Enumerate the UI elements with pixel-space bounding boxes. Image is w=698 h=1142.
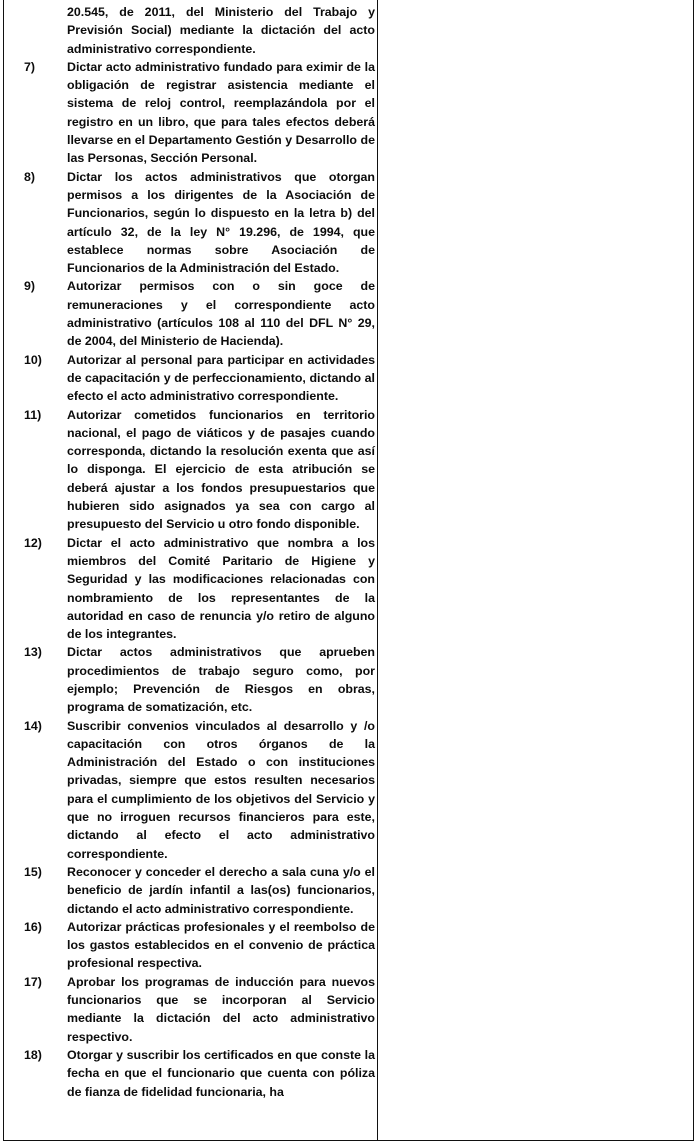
list-item <box>20 534 375 644</box>
item-text: Reconocer y conceder el derecho a sala cuna y/o el beneficio de jardín infantil a las(os) funcionarios, dictando el acto administrativo correspondiente. <box>67 864 375 916</box>
list-item <box>20 406 375 534</box>
item-number: 15) <box>24 864 42 879</box>
item-text: Otorgar y suscribir los certificados en que conste la fecha en que el funcionario que cuenta con póliza de fianza de fidelidad funcionaria, ha <box>67 1047 375 1099</box>
item-number: 16) <box>24 919 42 934</box>
item-text: Autorizar permisos con o sin goce de remuneraciones y el correspondiente acto administrativo (artículos 108 al 110 del DFL N° 29, de 2004, del Ministerio de Hacienda). <box>67 279 375 349</box>
left-column <box>20 3 375 1101</box>
item-number: 12) <box>24 535 42 550</box>
item-number: 17) <box>24 974 42 989</box>
list-item <box>20 277 375 350</box>
right-column-empty <box>380 0 692 1142</box>
list-item <box>20 643 375 716</box>
item-text: Dictar el acto administrativo que nombra a los miembros del Comité Paritario de Higiene y Seguridad y las modificaciones relacionadas con nombramiento de los representantes de la autoridad en caso de renuncia y/o retiro de alguno de los integrantes. <box>67 535 375 642</box>
item-number: 7) <box>24 59 36 74</box>
list-item <box>20 973 375 1046</box>
item-text: Aprobar los programas de inducción para nuevos funcionarios que se incorporan al Servicio mediante la dictación del acto administrativo respectivo. <box>67 974 375 1044</box>
item-text: Suscribir convenios vinculados al desarrollo y /o capacitación con otros órganos de la Administración del Estado o con instituciones privadas, siempre que estos resulten necesarios para el cumplimiento de los objetivos del Servicio y que no irroguen recursos financieros para este, dictando al efecto el acto administrativo correspondiente. <box>67 718 375 861</box>
item-text: Autorizar cometidos funcionarios en territorio nacional, el pago de viáticos y de pasajes cuando corresponda, dictando la resolución exenta que así lo disponga. El ejercicio de esta atribución se deberá ajustar a los fondos presupuestarios que hubieren sido asignados ya sea con cargo al presupuesto del Servicio u otro fondo disponible. <box>67 407 375 532</box>
item-number: 10) <box>24 352 42 367</box>
list-item <box>20 168 375 278</box>
item-number: 13) <box>24 645 42 660</box>
item-number: 18) <box>24 1047 42 1062</box>
item-text: Dictar los actos administrativos que otorgan permisos a los dirigentes de la Asociación de Funcionarios, según lo dispuesto en la letra b) del artículo 32, de la ley N° 19.296, de 1994, que establece normas sobre Asociación de Funcionarios de la Administración del Estado. <box>67 169 375 276</box>
list-item <box>20 863 375 918</box>
continuation-text: 20.545, de 2011, del Ministerio del Trabajo y Previsión Social) mediante la dictación del acto administrativo correspondiente. <box>67 5 375 56</box>
item-text: Dictar acto administrativo fundado para eximir de la obligación de registrar asistencia mediante el sistema de reloj control, reemplazándola por el registro en un libro, que para tales efectos deberá llevarse en el Departamento Gestión y Desarrollo de las Personas, Sección Personal. <box>67 59 375 166</box>
list-item <box>20 918 375 973</box>
column-divider <box>377 0 378 1141</box>
item-text: Autorizar prácticas profesionales y el reembolso de los gastos establecidos en el convenio de práctica profesional respectiva. <box>67 919 375 971</box>
item-text: Dictar actos administrativos que aprueben procedimientos de trabajo seguro como, por ejemplo; Prevención de Riesgos en obras, programa de somatización, etc. <box>67 645 375 715</box>
item-number: 8) <box>24 169 36 184</box>
item-number: 14) <box>24 718 42 733</box>
list-item <box>20 717 375 863</box>
item-number: 9) <box>24 279 36 294</box>
item-text: Autorizar al personal para participar en actividades de capacitación y de perfeccionamiento, dictando al efecto el acto administrativo correspondiente. <box>67 352 375 404</box>
list-item <box>20 58 375 168</box>
list-item <box>20 1046 375 1101</box>
list-item <box>20 351 375 406</box>
item-number: 11) <box>24 407 42 422</box>
numbered-list <box>20 58 375 1101</box>
